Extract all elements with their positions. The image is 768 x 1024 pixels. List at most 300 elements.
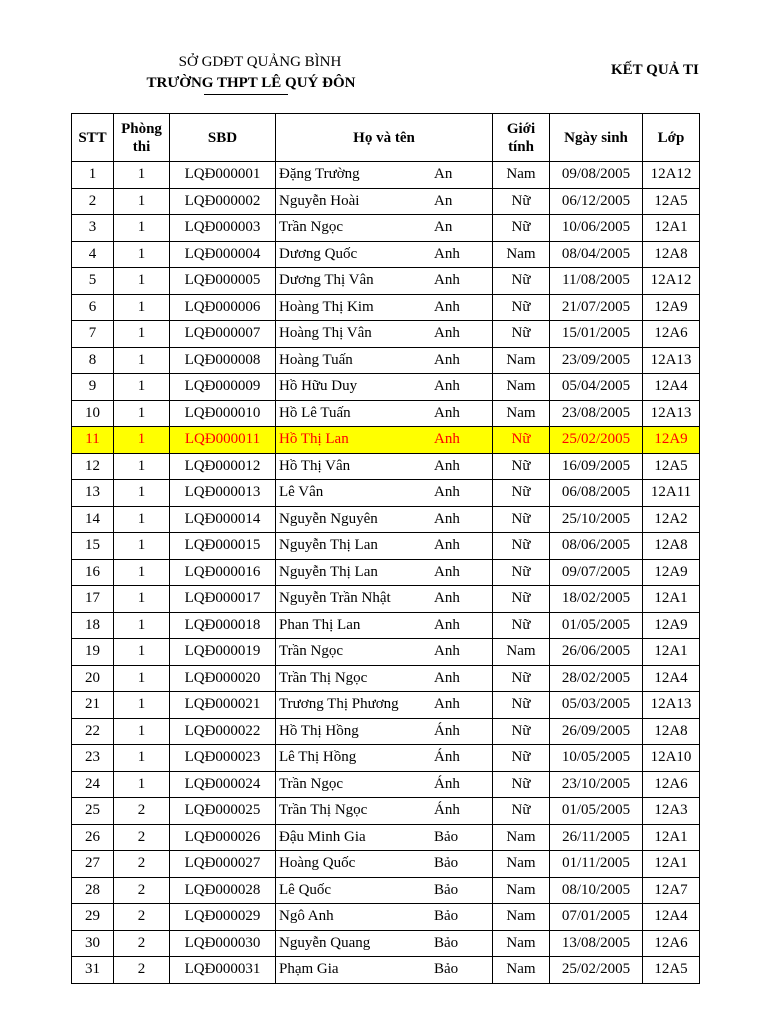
cell-stt: 30: [72, 930, 114, 957]
cell-first-name: Anh: [434, 616, 460, 633]
cell-class: 12A13: [643, 400, 700, 427]
cell-dob: 01/05/2005: [550, 612, 643, 639]
cell-sex: Nữ: [493, 533, 550, 560]
cell-dob: 06/12/2005: [550, 188, 643, 215]
cell-sbd: LQĐ000023: [170, 745, 276, 772]
table-row: [72, 480, 700, 507]
cell-dob: 23/09/2005: [550, 347, 643, 374]
cell-sex: Nữ: [493, 453, 550, 480]
cell-class: 12A4: [643, 665, 700, 692]
cell-sbd: LQĐ000013: [170, 480, 276, 507]
cell-room: 2: [114, 798, 170, 825]
cell-class: 12A1: [643, 215, 700, 242]
col-header-room: Phòng thi: [114, 114, 170, 162]
cell-first-name: Anh: [434, 245, 460, 262]
cell-sbd: LQĐ000010: [170, 400, 276, 427]
cell-last-name: Nguyễn Nguyên: [279, 510, 378, 527]
cell-sex: Nữ: [493, 321, 550, 348]
cell-stt: 2: [72, 188, 114, 215]
cell-sbd: LQĐ000030: [170, 930, 276, 957]
cell-last-name: Hoàng Quốc: [279, 855, 356, 872]
table-row: [72, 559, 700, 586]
cell-sex: Nữ: [493, 745, 550, 772]
cell-last-name: Dương Quốc: [279, 245, 358, 262]
cell-last-name: Hồ Thị Hồng: [279, 722, 359, 739]
cell-stt: 27: [72, 851, 114, 878]
cell-full-name: [276, 692, 493, 719]
cell-class: 12A11: [643, 480, 700, 507]
cell-room: 1: [114, 745, 170, 772]
cell-stt: 18: [72, 612, 114, 639]
col-header-sex: Giới tính: [493, 114, 550, 162]
cell-first-name: An: [434, 192, 453, 209]
cell-class: 12A9: [643, 559, 700, 586]
table-row: [72, 453, 700, 480]
cell-first-name: An: [434, 166, 453, 183]
cell-stt: 31: [72, 957, 114, 984]
cell-dob: 25/02/2005: [550, 427, 643, 454]
cell-sex: Nam: [493, 824, 550, 851]
cell-last-name: Nguyễn Trần Nhật: [279, 590, 391, 607]
cell-room: 1: [114, 639, 170, 666]
table-row: [72, 268, 700, 295]
cell-full-name: [276, 639, 493, 666]
cell-stt: 16: [72, 559, 114, 586]
cell-stt: 22: [72, 718, 114, 745]
cell-room: 1: [114, 718, 170, 745]
cell-first-name: Anh: [434, 563, 460, 580]
cell-last-name: Hoàng Thị Kim: [279, 298, 374, 315]
department-name: SỞ GDĐT QUẢNG BÌNH: [178, 54, 342, 70]
cell-sex: Nữ: [493, 612, 550, 639]
cell-sbd: LQĐ000024: [170, 771, 276, 798]
table-row: [72, 427, 700, 454]
cell-room: 1: [114, 480, 170, 507]
cell-class: 12A8: [643, 241, 700, 268]
cell-stt: 24: [72, 771, 114, 798]
header-divider: [204, 94, 288, 95]
cell-sbd: LQĐ000029: [170, 904, 276, 931]
cell-class: 12A8: [643, 718, 700, 745]
table-row: [72, 533, 700, 560]
cell-class: 12A5: [643, 957, 700, 984]
table-row: [72, 188, 700, 215]
cell-room: 1: [114, 400, 170, 427]
cell-sex: Nam: [493, 877, 550, 904]
cell-class: 12A6: [643, 771, 700, 798]
cell-last-name: Phạm Gia: [279, 961, 339, 978]
cell-first-name: Anh: [434, 457, 460, 474]
table-row: [72, 321, 700, 348]
cell-class: 12A7: [643, 877, 700, 904]
cell-stt: 21: [72, 692, 114, 719]
cell-dob: 10/06/2005: [550, 215, 643, 242]
table-row: [72, 957, 700, 984]
cell-room: 1: [114, 665, 170, 692]
table-row: [72, 798, 700, 825]
col-header-stt: STT: [72, 114, 114, 162]
result-title: KẾT QUẢ TI: [611, 62, 699, 78]
cell-last-name: Lê Vân: [279, 484, 324, 501]
cell-dob: 01/11/2005: [550, 851, 643, 878]
table-row: [72, 215, 700, 242]
cell-last-name: Trần Ngọc: [279, 775, 344, 792]
cell-sbd: LQĐ000019: [170, 639, 276, 666]
cell-class: 12A5: [643, 188, 700, 215]
cell-room: 2: [114, 930, 170, 957]
cell-last-name: Ngô Anh: [279, 908, 334, 925]
cell-dob: 06/08/2005: [550, 480, 643, 507]
cell-stt: 15: [72, 533, 114, 560]
cell-sbd: LQĐ000007: [170, 321, 276, 348]
cell-room: 2: [114, 957, 170, 984]
cell-full-name: [276, 851, 493, 878]
cell-full-name: [276, 241, 493, 268]
cell-stt: 26: [72, 824, 114, 851]
table-row: [72, 347, 700, 374]
cell-class: 12A9: [643, 427, 700, 454]
cell-class: 12A13: [643, 692, 700, 719]
cell-dob: 10/05/2005: [550, 745, 643, 772]
cell-sex: Nữ: [493, 718, 550, 745]
cell-room: 1: [114, 453, 170, 480]
cell-dob: 07/01/2005: [550, 904, 643, 931]
cell-dob: 09/08/2005: [550, 162, 643, 189]
cell-first-name: Bảo: [434, 934, 459, 951]
cell-sbd: LQĐ000008: [170, 347, 276, 374]
cell-dob: 23/08/2005: [550, 400, 643, 427]
cell-stt: 9: [72, 374, 114, 401]
cell-sbd: LQĐ000006: [170, 294, 276, 321]
cell-last-name: Nguyễn Thị Lan: [279, 563, 378, 580]
cell-room: 1: [114, 506, 170, 533]
table-row: [72, 718, 700, 745]
cell-stt: 20: [72, 665, 114, 692]
cell-class: 12A4: [643, 904, 700, 931]
cell-sbd: LQĐ000027: [170, 851, 276, 878]
cell-sbd: LQĐ000016: [170, 559, 276, 586]
cell-stt: 13: [72, 480, 114, 507]
cell-sex: Nữ: [493, 294, 550, 321]
cell-sex: Nam: [493, 904, 550, 931]
table-row: [72, 162, 700, 189]
cell-full-name: [276, 559, 493, 586]
cell-last-name: Dương Thị Vân: [279, 272, 374, 289]
cell-room: 1: [114, 162, 170, 189]
cell-sex: Nam: [493, 374, 550, 401]
cell-full-name: [276, 930, 493, 957]
cell-dob: 08/06/2005: [550, 533, 643, 560]
cell-first-name: Anh: [434, 351, 460, 368]
cell-full-name: [276, 586, 493, 613]
cell-sbd: LQĐ000026: [170, 824, 276, 851]
cell-last-name: Hồ Thị Lan: [279, 431, 349, 448]
cell-first-name: Bảo: [434, 828, 459, 845]
cell-sbd: LQĐ000018: [170, 612, 276, 639]
cell-sex: Nữ: [493, 559, 550, 586]
col-header-name: Họ và tên: [276, 114, 493, 162]
cell-sex: Nữ: [493, 480, 550, 507]
cell-first-name: Anh: [434, 404, 460, 421]
table-row: [72, 745, 700, 772]
cell-dob: 08/04/2005: [550, 241, 643, 268]
cell-stt: 17: [72, 586, 114, 613]
cell-last-name: Trần Ngọc: [279, 219, 344, 236]
cell-first-name: Anh: [434, 298, 460, 315]
cell-sex: Nữ: [493, 427, 550, 454]
col-header-sbd: SBD: [170, 114, 276, 162]
cell-sex: Nam: [493, 930, 550, 957]
cell-full-name: [276, 480, 493, 507]
cell-stt: 14: [72, 506, 114, 533]
cell-class: 12A13: [643, 347, 700, 374]
cell-last-name: Trần Thị Ngọc: [279, 802, 368, 819]
cell-sbd: LQĐ000031: [170, 957, 276, 984]
cell-full-name: [276, 400, 493, 427]
cell-first-name: An: [434, 219, 453, 236]
cell-stt: 19: [72, 639, 114, 666]
col-header-class: Lớp: [643, 114, 700, 162]
cell-first-name: Anh: [434, 590, 460, 607]
table-row: [72, 851, 700, 878]
cell-dob: 26/06/2005: [550, 639, 643, 666]
table-row: [72, 904, 700, 931]
cell-sex: Nữ: [493, 506, 550, 533]
cell-last-name: Lê Quốc: [279, 881, 332, 898]
cell-full-name: [276, 533, 493, 560]
cell-last-name: Nguyễn Quang: [279, 934, 371, 951]
cell-stt: 10: [72, 400, 114, 427]
cell-dob: 13/08/2005: [550, 930, 643, 957]
cell-first-name: Bảo: [434, 881, 459, 898]
cell-sex: Nam: [493, 400, 550, 427]
cell-full-name: [276, 162, 493, 189]
cell-sbd: LQĐ000002: [170, 188, 276, 215]
cell-dob: 16/09/2005: [550, 453, 643, 480]
cell-dob: 01/05/2005: [550, 798, 643, 825]
cell-room: 1: [114, 268, 170, 295]
cell-full-name: [276, 294, 493, 321]
cell-full-name: [276, 957, 493, 984]
cell-stt: 5: [72, 268, 114, 295]
cell-first-name: Anh: [434, 669, 460, 686]
cell-sbd: LQĐ000004: [170, 241, 276, 268]
cell-sbd: LQĐ000015: [170, 533, 276, 560]
cell-last-name: Hoàng Thị Vân: [279, 325, 372, 342]
cell-sex: Nữ: [493, 665, 550, 692]
cell-room: 1: [114, 321, 170, 348]
cell-room: 1: [114, 586, 170, 613]
cell-full-name: [276, 321, 493, 348]
cell-stt: 8: [72, 347, 114, 374]
cell-dob: 11/08/2005: [550, 268, 643, 295]
cell-dob: 28/02/2005: [550, 665, 643, 692]
cell-full-name: [276, 188, 493, 215]
cell-last-name: Đậu Minh Gia: [279, 828, 366, 845]
cell-dob: 25/10/2005: [550, 506, 643, 533]
table-row: [72, 877, 700, 904]
cell-sex: Nam: [493, 957, 550, 984]
cell-sbd: LQĐ000025: [170, 798, 276, 825]
cell-room: 1: [114, 241, 170, 268]
table-row: [72, 374, 700, 401]
table-row: [72, 400, 700, 427]
cell-room: 2: [114, 824, 170, 851]
cell-last-name: Trương Thị Phương: [279, 696, 399, 713]
table-row: [72, 665, 700, 692]
cell-stt: 29: [72, 904, 114, 931]
cell-class: 12A10: [643, 745, 700, 772]
cell-full-name: [276, 824, 493, 851]
cell-dob: 09/07/2005: [550, 559, 643, 586]
cell-first-name: Anh: [434, 696, 460, 713]
cell-sbd: LQĐ000017: [170, 586, 276, 613]
cell-last-name: Trần Ngọc: [279, 643, 344, 660]
cell-full-name: [276, 506, 493, 533]
table-row: [72, 771, 700, 798]
cell-dob: 15/01/2005: [550, 321, 643, 348]
table-row: [72, 612, 700, 639]
cell-sex: Nữ: [493, 692, 550, 719]
cell-class: 12A9: [643, 612, 700, 639]
cell-full-name: [276, 427, 493, 454]
cell-sbd: LQĐ000012: [170, 453, 276, 480]
cell-first-name: Anh: [434, 378, 460, 395]
cell-stt: 4: [72, 241, 114, 268]
col-header-dob: Ngày sinh: [550, 114, 643, 162]
cell-sex: Nữ: [493, 268, 550, 295]
cell-sbd: LQĐ000021: [170, 692, 276, 719]
cell-class: 12A6: [643, 321, 700, 348]
cell-dob: 23/10/2005: [550, 771, 643, 798]
cell-first-name: Anh: [434, 537, 460, 554]
cell-room: 1: [114, 533, 170, 560]
cell-room: 1: [114, 612, 170, 639]
cell-full-name: [276, 798, 493, 825]
cell-first-name: Bảo: [434, 855, 459, 872]
cell-last-name: Hồ Lê Tuấn: [279, 404, 351, 421]
cell-first-name: Bảo: [434, 908, 459, 925]
cell-class: 12A4: [643, 374, 700, 401]
cell-sex: Nam: [493, 851, 550, 878]
cell-full-name: [276, 374, 493, 401]
cell-sbd: LQĐ000003: [170, 215, 276, 242]
cell-sbd: LQĐ000022: [170, 718, 276, 745]
cell-first-name: Anh: [434, 272, 460, 289]
cell-last-name: Hoàng Tuấn: [279, 351, 353, 368]
cell-class: 12A6: [643, 930, 700, 957]
cell-full-name: [276, 718, 493, 745]
cell-class: 12A1: [643, 639, 700, 666]
cell-first-name: Anh: [434, 484, 460, 501]
cell-sex: Nam: [493, 241, 550, 268]
cell-sbd: LQĐ000014: [170, 506, 276, 533]
cell-sbd: LQĐ000020: [170, 665, 276, 692]
cell-class: 12A1: [643, 851, 700, 878]
cell-sbd: LQĐ000005: [170, 268, 276, 295]
cell-room: 2: [114, 877, 170, 904]
cell-stt: 3: [72, 215, 114, 242]
cell-last-name: Trần Thị Ngọc: [279, 669, 368, 686]
table-header-row: [72, 114, 700, 162]
cell-full-name: [276, 904, 493, 931]
table-row: [72, 294, 700, 321]
cell-sex: Nữ: [493, 798, 550, 825]
school-name: TRƯỜNG THPT LÊ QUÝ ĐÔN: [146, 75, 356, 91]
cell-first-name: Ánh: [434, 722, 460, 739]
cell-sex: Nam: [493, 162, 550, 189]
cell-room: 2: [114, 904, 170, 931]
cell-dob: 05/03/2005: [550, 692, 643, 719]
cell-class: 12A2: [643, 506, 700, 533]
cell-last-name: Đặng Trường: [279, 166, 360, 183]
cell-room: 1: [114, 294, 170, 321]
cell-class: 12A5: [643, 453, 700, 480]
cell-stt: 1: [72, 162, 114, 189]
cell-room: 2: [114, 851, 170, 878]
cell-stt: 7: [72, 321, 114, 348]
cell-first-name: Anh: [434, 325, 460, 342]
cell-sex: Nữ: [493, 586, 550, 613]
cell-stt: 12: [72, 453, 114, 480]
cell-full-name: [276, 665, 493, 692]
cell-full-name: [276, 268, 493, 295]
cell-room: 1: [114, 188, 170, 215]
cell-class: 12A3: [643, 798, 700, 825]
cell-stt: 6: [72, 294, 114, 321]
cell-room: 1: [114, 374, 170, 401]
cell-sbd: LQĐ000009: [170, 374, 276, 401]
table-row: [72, 639, 700, 666]
cell-dob: 25/02/2005: [550, 957, 643, 984]
cell-sex: Nữ: [493, 771, 550, 798]
cell-last-name: Nguyễn Hoài: [279, 192, 360, 209]
cell-last-name: Nguyễn Thị Lan: [279, 537, 378, 554]
cell-class: 12A1: [643, 824, 700, 851]
cell-full-name: [276, 612, 493, 639]
cell-first-name: Anh: [434, 431, 460, 448]
cell-class: 12A12: [643, 268, 700, 295]
cell-first-name: Ánh: [434, 802, 460, 819]
cell-dob: 26/11/2005: [550, 824, 643, 851]
cell-full-name: [276, 453, 493, 480]
cell-class: 12A8: [643, 533, 700, 560]
table-row: [72, 824, 700, 851]
cell-room: 1: [114, 692, 170, 719]
cell-class: 12A1: [643, 586, 700, 613]
cell-sex: Nữ: [493, 215, 550, 242]
cell-room: 1: [114, 427, 170, 454]
cell-room: 1: [114, 771, 170, 798]
cell-sbd: LQĐ000011: [170, 427, 276, 454]
cell-dob: 26/09/2005: [550, 718, 643, 745]
cell-class: 12A9: [643, 294, 700, 321]
cell-stt: 11: [72, 427, 114, 454]
cell-last-name: Lê Thị Hồng: [279, 749, 357, 766]
table-row: [72, 930, 700, 957]
cell-first-name: Ánh: [434, 749, 460, 766]
cell-stt: 25: [72, 798, 114, 825]
cell-dob: 18/02/2005: [550, 586, 643, 613]
table-body: [72, 162, 700, 984]
candidate-table: [71, 113, 700, 984]
cell-last-name: Phan Thị Lan: [279, 616, 361, 633]
cell-class: 12A12: [643, 162, 700, 189]
cell-first-name: Bảo: [434, 961, 459, 978]
cell-last-name: Hồ Hữu Duy: [279, 378, 358, 395]
table-row: [72, 241, 700, 268]
cell-dob: 21/07/2005: [550, 294, 643, 321]
